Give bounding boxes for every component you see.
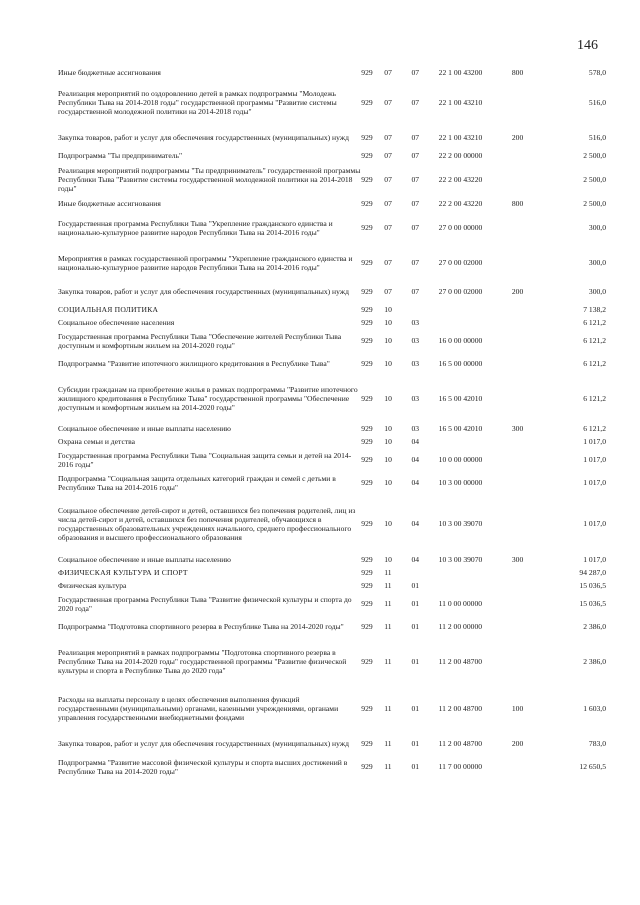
row-target-article (439, 579, 512, 592)
row-name: Реализация мероприятий в рамках подпрограммы "Подготовка спортивного резерва в Республике Тыва на 2014-2020 годы" государственной программы "Развитие физической культуры и спорта в Республике Тыва до 2020 года" (58, 648, 347, 675)
row-subsection-code: 04 (411, 455, 420, 464)
row-expense-type (512, 79, 543, 126)
row-department-code: 929 (361, 258, 373, 267)
row-expense-type: 300 (511, 424, 524, 433)
row-expense-type: 100 (511, 704, 524, 713)
row-expense-type: 800 (511, 68, 524, 77)
row-subsection-code: 03 (411, 318, 420, 327)
row-department-code: 929 (361, 175, 373, 184)
row-amount: 1 017,0 (583, 478, 606, 487)
row-target-article: 11 2 00 48700 (438, 739, 483, 748)
row-amount: 2 500,0 (583, 199, 606, 208)
table-row (58, 755, 606, 778)
table-row (58, 422, 606, 435)
row-subsection-code: 03 (411, 336, 420, 345)
row-expense-type (512, 149, 543, 162)
row-department-code: 929 (361, 455, 373, 464)
table-row (58, 210, 606, 245)
row-subsection-code: 04 (411, 519, 420, 528)
row-amount: 1 017,0 (583, 519, 606, 528)
row-section-code: 10 (384, 455, 392, 464)
row-name: Подпрограмма "Развитие ипотечного жилищного кредитования в Республике Тыва" (58, 359, 330, 368)
row-section-code: 10 (384, 424, 392, 433)
row-target-article: 10 3 00 00000 (438, 478, 483, 487)
row-section-code: 07 (384, 151, 392, 160)
row-name: ФИЗИЧЕСКАЯ КУЛЬТУРА И СПОРТ (58, 568, 188, 577)
row-name: Закупка товаров, работ и услуг для обеспечения государственных (муниципальных) нужд (58, 133, 349, 142)
row-expense-type (512, 245, 543, 280)
row-department-code: 929 (361, 478, 373, 487)
row-section-code: 11 (384, 762, 392, 771)
row-section-code: 11 (384, 657, 392, 666)
row-department-code: 929 (361, 581, 373, 590)
row-expense-type: 200 (511, 739, 524, 748)
row-expense-type (512, 316, 543, 329)
row-department-code: 929 (361, 151, 373, 160)
row-target-article: 11 0 00 00000 (438, 599, 483, 608)
row-name: СОЦИАЛЬНАЯ ПОЛИТИКА (58, 305, 159, 314)
row-amount: 6 121,2 (583, 424, 606, 433)
table-row (58, 280, 606, 303)
row-name: Закупка товаров, работ и услуг для обеспечения государственных (муниципальных) нужд (58, 739, 349, 748)
row-amount: 300,0 (588, 223, 606, 232)
row-department-code: 929 (361, 437, 373, 446)
row-section-code: 07 (384, 223, 392, 232)
row-department-code: 929 (361, 336, 373, 345)
table-row (58, 329, 606, 352)
row-amount: 94 287,0 (579, 568, 606, 577)
budget-table (58, 66, 606, 778)
row-department-code: 929 (361, 704, 373, 713)
row-department-code: 929 (361, 394, 373, 403)
row-expense-type (512, 755, 543, 778)
table-row (58, 245, 606, 280)
table-row (58, 126, 606, 149)
row-section-code: 10 (384, 394, 392, 403)
row-subsection-code: 07 (411, 287, 420, 296)
row-section-code: 11 (384, 704, 392, 713)
row-subsection-code: 01 (411, 739, 420, 748)
row-subsection-code: 03 (411, 359, 420, 368)
row-subsection-code: 03 (411, 424, 420, 433)
row-department-code: 929 (361, 568, 373, 577)
row-target-article: 11 7 00 00000 (438, 762, 483, 771)
row-department-code: 929 (361, 739, 373, 748)
row-expense-type (512, 162, 543, 197)
row-subsection-code (411, 303, 438, 316)
table-row (58, 638, 606, 685)
row-subsection-code: 07 (411, 258, 420, 267)
table-row (58, 471, 606, 494)
row-amount: 1 017,0 (583, 455, 606, 464)
row-expense-type (512, 566, 543, 579)
table-row (58, 162, 606, 197)
table-row (58, 352, 606, 375)
row-expense-type: 800 (511, 199, 524, 208)
table-row (58, 197, 606, 210)
table-row (58, 303, 606, 316)
row-section-code: 07 (384, 258, 392, 267)
row-amount: 1 017,0 (583, 437, 606, 446)
row-target-article: 11 2 00 00000 (438, 622, 483, 631)
row-department-code: 929 (361, 98, 373, 107)
row-section-code: 11 (384, 581, 392, 590)
row-amount: 300,0 (588, 258, 606, 267)
row-subsection-code: 03 (411, 394, 420, 403)
row-target-article: 22 2 00 43220 (438, 199, 483, 208)
row-subsection-code: 07 (411, 98, 420, 107)
row-name: Социальное обеспечение и иные выплаты населению (58, 555, 231, 564)
row-section-code: 10 (384, 336, 392, 345)
row-amount: 6 121,2 (583, 359, 606, 368)
row-expense-type (512, 638, 543, 685)
row-department-code: 929 (361, 68, 373, 77)
row-expense-type: 200 (511, 287, 524, 296)
row-expense-type (512, 435, 543, 448)
row-name: Социальное обеспечение детей-сирот и детей, оставшихся без попечения родителей, лиц из числа детей-сирот и детей, оставшихся без попечения родителей, обучающихся в государственных образовательных учреждениях начального, среднего профессионального образования и высшего профессионального образования (58, 505, 356, 542)
row-section-code: 11 (384, 739, 392, 748)
row-subsection-code: 04 (411, 478, 420, 487)
row-name: Подпрограмма "Ты предприниматель" (58, 151, 183, 160)
row-department-code: 929 (361, 599, 373, 608)
row-subsection-code: 04 (411, 555, 420, 564)
row-expense-type: 300 (511, 555, 524, 564)
row-department-code: 929 (361, 657, 373, 666)
row-department-code: 929 (361, 133, 373, 142)
row-department-code: 929 (361, 519, 373, 528)
table-row (58, 448, 606, 471)
row-target-article: 27 0 00 00000 (438, 223, 483, 232)
row-target-article: 16 5 00 42010 (438, 394, 483, 403)
row-expense-type (512, 494, 543, 553)
row-name: Расходы на выплаты персоналу в целях обеспечения выполнения функций государственными (муниципальными) органами, казенными учреждениями, органами управления государственными внебюджетными фондами (58, 695, 339, 722)
row-target-article: 27 0 00 02000 (438, 258, 483, 267)
row-amount: 2 386,0 (583, 657, 606, 666)
row-name: Иные бюджетные ассигнования (58, 68, 161, 77)
row-subsection-code: 07 (411, 175, 420, 184)
row-expense-type (512, 303, 543, 316)
row-subsection-code: 01 (411, 599, 420, 608)
row-section-code: 11 (384, 622, 392, 631)
row-section-code: 11 (384, 568, 392, 577)
row-name: Реализация мероприятий подпрограммы "Ты предприниматель" государственной программы Республики Тыва "Развитие системы государственной молодежной политики на 2014-2018 годы" (58, 166, 361, 193)
row-subsection-code: 01 (411, 581, 420, 590)
row-amount: 300,0 (588, 287, 606, 296)
row-name: Подпрограмма "Развитие массовой физической культуры и спорта высших достижений в Республике Тыва на 2014-2020 годы" (58, 757, 348, 776)
row-amount: 2 500,0 (583, 151, 606, 160)
table-row (58, 732, 606, 755)
row-target-article: 16 5 00 42010 (438, 424, 483, 433)
row-target-article: 10 3 00 39070 (438, 519, 483, 528)
row-amount: 6 121,2 (583, 318, 606, 327)
row-target-article: 11 2 00 48700 (438, 704, 483, 713)
row-expense-type: 200 (511, 133, 524, 142)
row-amount: 7 138,2 (583, 305, 606, 314)
row-subsection-code: 04 (411, 437, 420, 446)
row-target-article: 22 1 00 43200 (438, 68, 483, 77)
row-department-code: 929 (361, 305, 373, 314)
row-section-code: 10 (384, 519, 392, 528)
row-name: Иные бюджетные ассигнования (58, 199, 161, 208)
row-name: Государственная программа Республики Тыва "Социальная защита семьи и детей на 2014-2016 годы" (58, 450, 352, 469)
row-name: Реализация мероприятий по оздоровлению детей в рамках подпрограммы "Молодежь Республики Тыва на 2014-2018 годы" государственной программы "Развитие системы государственной молодежной политики на 2014-2018 годы" (58, 89, 337, 116)
row-section-code: 07 (384, 98, 392, 107)
row-target-article: 27 0 00 02000 (438, 287, 483, 296)
table-row (58, 149, 606, 162)
row-department-code: 929 (361, 359, 373, 368)
table-row (58, 579, 606, 592)
table-row (58, 592, 606, 615)
row-target-article (439, 435, 512, 448)
row-amount: 2 500,0 (583, 175, 606, 184)
row-section-code: 07 (384, 68, 392, 77)
row-section-code: 07 (384, 175, 392, 184)
row-expense-type (512, 579, 543, 592)
row-department-code: 929 (361, 287, 373, 296)
row-section-code: 10 (384, 359, 392, 368)
row-subsection-code: 07 (411, 133, 420, 142)
row-department-code: 929 (361, 223, 373, 232)
row-section-code: 10 (384, 318, 392, 327)
row-subsection-code: 01 (411, 657, 420, 666)
row-section-code: 10 (384, 437, 392, 446)
row-name: Закупка товаров, работ и услуг для обеспечения государственных (муниципальных) нужд (58, 287, 349, 296)
row-department-code: 929 (361, 555, 373, 564)
row-expense-type (512, 352, 543, 375)
row-subsection-code: 01 (411, 704, 420, 713)
row-target-article: 22 2 00 43220 (438, 175, 483, 184)
row-department-code: 929 (361, 318, 373, 327)
row-target-article: 22 1 00 43210 (438, 98, 483, 107)
table-row (58, 553, 606, 566)
row-name: Мероприятия в рамках государственной программы "Укрепление гражданского единства и национально-культурное развитие народов Республики Тыва на 2014-2016 годы" (58, 253, 353, 272)
row-amount: 15 036,5 (579, 581, 606, 590)
table-row (58, 615, 606, 638)
page-number: 146 (577, 38, 598, 53)
row-subsection-code: 01 (411, 762, 420, 771)
row-subsection-code (411, 566, 438, 579)
row-amount: 578,0 (588, 68, 606, 77)
row-target-article: 10 0 00 00000 (438, 455, 483, 464)
row-expense-type (512, 448, 543, 471)
budget-table-body (58, 66, 606, 778)
row-department-code: 929 (361, 762, 373, 771)
row-name: Государственная программа Республики Тыва "Развитие физической культуры и спорта до 2020 года" (58, 594, 352, 613)
table-row (58, 685, 606, 732)
row-section-code: 10 (384, 478, 392, 487)
row-expense-type (512, 210, 543, 245)
row-amount: 783,0 (588, 739, 606, 748)
row-section-code: 10 (384, 305, 392, 314)
row-subsection-code: 01 (411, 622, 420, 631)
row-section-code: 07 (384, 133, 392, 142)
row-target-article: 10 3 00 39070 (438, 555, 483, 564)
row-name: Социальное обеспечение и иные выплаты населению (58, 424, 231, 433)
row-amount: 6 121,2 (583, 394, 606, 403)
row-department-code: 929 (361, 622, 373, 631)
table-row (58, 375, 606, 422)
row-subsection-code: 07 (411, 199, 420, 208)
row-name: Подпрограмма "Социальная защита отдельных категорий граждан и семей с детьми в Республике Тыва на 2014-2016 годы" (58, 473, 336, 492)
row-amount: 1 017,0 (583, 555, 606, 564)
row-target-article (439, 316, 512, 329)
row-expense-type (512, 471, 543, 494)
table-row (58, 435, 606, 448)
row-section-code: 10 (384, 555, 392, 564)
row-amount: 516,0 (588, 133, 606, 142)
row-section-code: 07 (384, 287, 392, 296)
table-row (58, 66, 606, 79)
row-name: Социальное обеспечение населения (58, 318, 175, 327)
row-amount: 6 121,2 (583, 336, 606, 345)
row-section-code: 11 (384, 599, 392, 608)
row-expense-type (512, 375, 543, 422)
row-name: Государственная программа Республики Тыва "Укрепление гражданского единства и национально-культурное развитие народов Республики Тыва на 2014-2016 годы" (58, 218, 333, 237)
row-target-article: 22 1 00 43210 (438, 133, 483, 142)
row-name: Охрана семьи и детства (58, 437, 135, 446)
table-row (58, 566, 606, 579)
row-amount: 15 036,5 (579, 599, 606, 608)
table-row (58, 316, 606, 329)
row-department-code: 929 (361, 424, 373, 433)
row-target-article: 16 5 00 00000 (438, 359, 483, 368)
row-department-code: 929 (361, 199, 373, 208)
row-subsection-code: 07 (411, 223, 420, 232)
table-row (58, 79, 606, 126)
row-amount: 1 603,0 (583, 704, 606, 713)
row-name: Субсидии гражданам на приобретение жилья в рамках подпрограммы "Развитие ипотечного жилищного кредитования в Республике Тыва" государственной программы "Обеспечение доступным и комфортным жильем на 2014-2020 годы" (58, 385, 358, 412)
row-name: Государственная программа Республики Тыва "Обеспечение жителей Республики Тыва доступным и комфортным жильем на 2014-2020 годы" (58, 331, 342, 350)
row-subsection-code: 07 (411, 151, 420, 160)
row-name: Подпрограмма "Подготовка спортивного резерва в Республике Тыва на 2014-2020 годы" (58, 622, 344, 631)
row-amount: 12 650,5 (579, 762, 606, 771)
row-amount: 516,0 (588, 98, 606, 107)
row-expense-type (512, 592, 543, 615)
row-target-article: 16 0 00 00000 (438, 336, 483, 345)
row-target-article: 11 2 00 48700 (438, 657, 483, 666)
row-amount: 2 386,0 (583, 622, 606, 631)
table-row (58, 494, 606, 553)
row-target-article (439, 303, 512, 316)
row-expense-type (512, 329, 543, 352)
row-target-article (439, 566, 512, 579)
row-name: Физическая культура (58, 581, 127, 590)
row-target-article: 22 2 00 00000 (438, 151, 483, 160)
row-subsection-code: 07 (411, 68, 420, 77)
row-expense-type (512, 615, 543, 638)
row-section-code: 07 (384, 199, 392, 208)
